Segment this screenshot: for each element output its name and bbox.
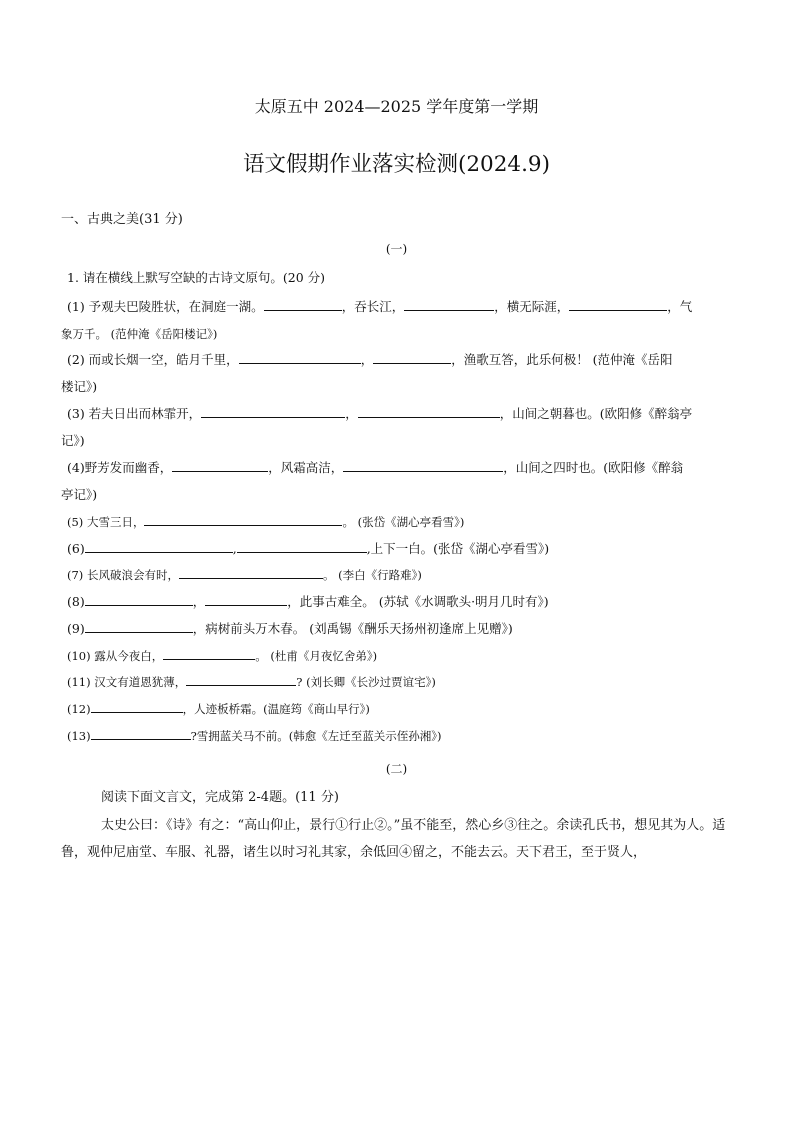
exam-title: 语文假期作业落实检测(2024.9) [242,152,550,177]
item-3: (3) 若夫日出而林霏开， ， ，山间之朝暮也。(欧阳修《醉翁亭 [67,406,693,421]
item-13: (13) ?雪拥蓝关马不前。(韩愈《左迁至蓝关示侄孙湘》) [67,729,442,743]
answer-blank[interactable] [172,460,268,472]
item-4-cont: 亭记》) [61,487,98,502]
reading-instruction: 阅读下面文言文，完成第 2-4题。(11 分) [101,790,339,805]
answer-blank[interactable] [239,352,361,364]
item-6: (6) , ,上下一白。(张岱《湖心亭看雪》) [67,541,550,556]
item-11: (11) 汉文有道恩犹薄， ? (刘长卿《长沙过贾谊宅》) [67,675,436,689]
item-3-cont: 记》) [61,433,85,448]
answer-blank[interactable] [85,541,233,553]
item-10: (10) 露从今夜白， 。 (杜甫《月夜忆舍弟》) [67,649,378,663]
answer-blank[interactable] [358,406,500,418]
answer-blank[interactable] [201,406,345,418]
answer-blank[interactable] [205,594,287,606]
item-12: (12) ，人迹板桥霜。(温庭筠《商山早行》) [67,702,370,716]
classical-passage: 太史公曰：《诗》有之：“高山仰止，景行①行止②。”虽不能至，然心乡③往之。余读孔氏书，想见其为人。适鲁，观仲尼庙堂、车服、礼器，诸生以时习礼其家，余低回④留之，不能去云。天下君王，至于贤人， [61,818,726,860]
answer-blank[interactable] [163,648,255,660]
answer-blank[interactable] [91,728,191,740]
section-heading: 一、古典之美(31 分) [61,212,183,227]
answer-blank[interactable] [85,594,193,606]
item-4: (4)野芳发而幽香， ，风霜高洁， ，山间之四时也。(欧阳修《醉翁 [67,460,684,475]
answer-blank[interactable] [144,514,342,526]
answer-blank[interactable] [91,701,183,713]
answer-blank[interactable] [237,541,367,553]
answer-blank[interactable] [179,567,323,579]
item-1: (1) 予观夫巴陵胜状，在洞庭一湖。 ，吞长江， ，横无际涯， ，气 [67,299,693,314]
answer-blank[interactable] [264,299,342,311]
item-2: (2) 而或长烟一空，皓月千里， ， ，渔歌互答，此乐何极！ (范仲淹《岳阳 [67,352,673,367]
item-5: (5) 大雪三日， 。 (张岱《湖心亭看雪》) [67,515,465,529]
part1-label: (一) [385,242,408,256]
school-header: 太原五中 2024—2025 学年度第一学期 [254,97,539,116]
item-2-cont: 楼记》) [61,379,98,394]
item-9: (9) ，病树前头万木春。 (刘禹锡《酬乐天扬州初逢席上见赠》) [67,621,513,636]
item-1-cont: 象万千。 (范仲淹《岳阳楼记》) [61,327,218,341]
part2-label: (二) [385,762,408,776]
answer-blank[interactable] [186,674,296,686]
answer-blank[interactable] [569,299,667,311]
answer-blank[interactable] [404,299,494,311]
item-7: (7) 长风破浪会有时， 。 (李白《行路难》) [67,568,422,582]
item-8: (8) ， ，此事古难全。 (苏轼《水调歌头·明月几时有》) [67,594,549,609]
answer-blank[interactable] [343,460,503,472]
question-1-prompt: 1. 请在横线上默写空缺的古诗文原句。(20 分) [67,270,326,285]
answer-blank[interactable] [373,352,451,364]
answer-blank[interactable] [85,621,193,633]
